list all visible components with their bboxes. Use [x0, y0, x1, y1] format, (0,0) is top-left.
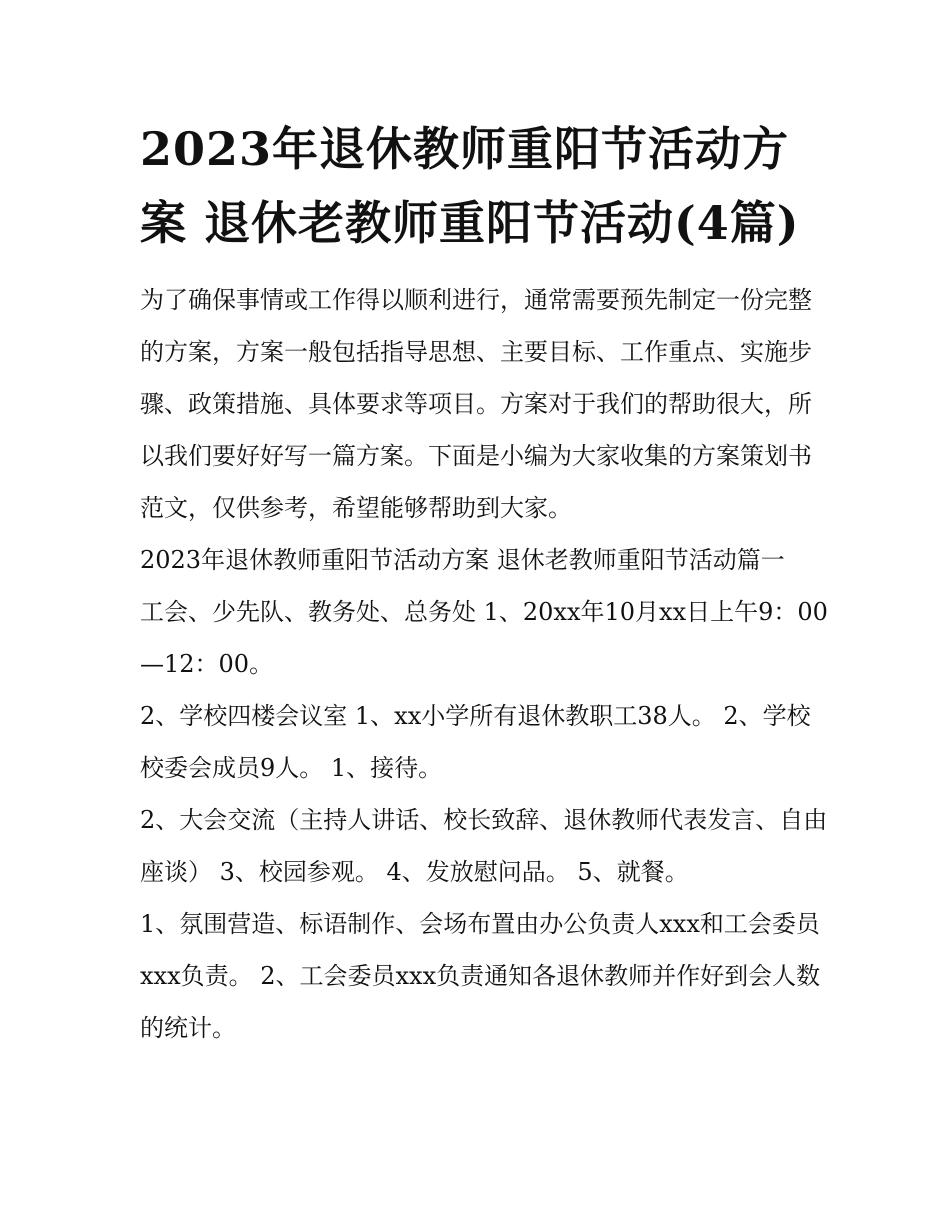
body-paragraph: 2、大会交流（主持人讲话、校长致辞、退休教师代表发言、自由座谈） 3、校园参观。 4、发放慰问品。 5、就餐。 — [140, 806, 828, 886]
body-paragraph: 工会、少先队、教务处、总务处 1、20xx年10月xx日上午9：00—12：00。 — [140, 598, 828, 678]
document-body — [140, 274, 830, 1054]
section-heading: 2023年退休教师重阳节活动方案 退休老教师重阳节活动篇一 — [140, 546, 785, 574]
intro-paragraph: 为了确保事情或工作得以顺利进行，通常需要预先制定一份完整的方案，方案一般包括指导思想、主要目标、工作重点、实施步骤、政策措施、具体要求等项目。方案对于我们的帮助很大，所以我们要好好写一篇方案。下面是小编为大家收集的方案策划书范文，仅供参考，希望能够帮助到大家。 — [140, 286, 812, 522]
body-paragraph: 2、学校四楼会议室 1、xx小学所有退休教职工38人。 2、学校校委会成员9人。 1、接待。 — [140, 702, 811, 782]
document-page — [140, 112, 830, 1054]
body-paragraph: 1、氛围营造、标语制作、会场布置由办公负责人xxx和工会委员xxx负责。 2、工会委员xxx负责通知各退休教师并作好到会人数的统计。 — [140, 910, 821, 1042]
document-title: 2023年退休教师重阳节活动方案 退休老教师重阳节活动(4篇) — [140, 122, 800, 250]
